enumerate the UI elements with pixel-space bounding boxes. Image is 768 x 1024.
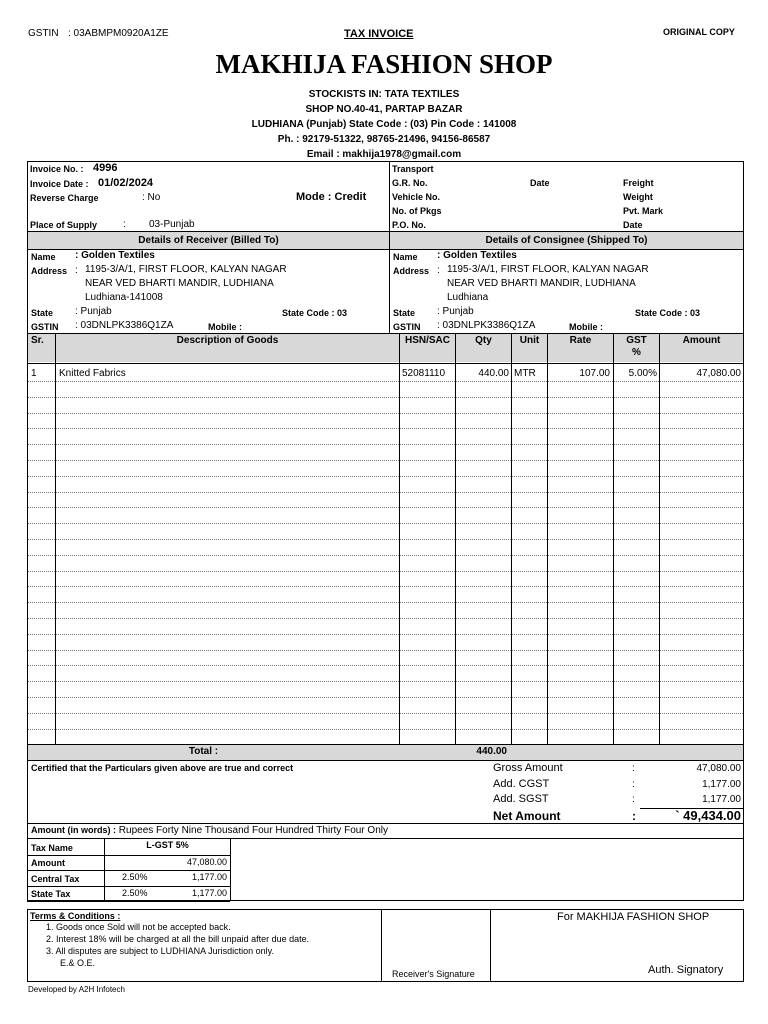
row-separator <box>28 523 743 524</box>
col-sr: Sr. <box>31 335 44 346</box>
net-amount-label: Net Amount <box>493 809 561 823</box>
central-tax-rate: 2.50% <box>122 872 148 882</box>
state-tax-value: 1,177.00 <box>191 888 227 898</box>
shop-line-3: LUDHIANA (Punjab) State Code : (03) Pin Code : 141008 <box>251 119 517 130</box>
row-1-qty: 440.00 <box>478 368 509 379</box>
receiver-name-label: Name <box>31 252 56 262</box>
row-separator <box>28 428 743 429</box>
row-separator <box>28 618 743 619</box>
term-3: 3. All disputes are subject to LUDHIANA Jurisdiction only. <box>46 946 274 956</box>
row-1-desc: Knitted Fabrics <box>59 368 126 379</box>
consignee-addr-2: NEAR VED BHARTI MANDIR, LUDHIANA <box>447 278 636 289</box>
receiver-address-colon: : <box>75 265 78 276</box>
vehicle-no-label: Vehicle No. <box>392 192 441 202</box>
reverse-charge-value: : No <box>142 192 161 203</box>
row-separator <box>28 381 743 382</box>
tax-name-label: Tax Name <box>31 843 73 853</box>
invoice-date-value: 01/02/2024 <box>98 177 154 189</box>
mode-label: Mode : Credit <box>296 191 367 203</box>
col-amount: Amount <box>682 335 721 346</box>
net-amount-value: ` 49,434.00 <box>675 808 741 823</box>
central-tax-label: Central Tax <box>31 874 80 884</box>
row-separator <box>28 571 743 572</box>
receiver-heading: Details of Receiver (Billed To) <box>138 235 279 246</box>
pvt-mark-label: Pvt. Mark <box>623 206 664 216</box>
central-tax-value: 1,177.00 <box>191 872 227 882</box>
receiver-state-value: : Punjab <box>75 306 112 317</box>
gr-date-label: Date <box>530 178 550 188</box>
consignee-name-label: Name <box>393 252 418 262</box>
consignee-address-colon: : <box>437 265 440 276</box>
receiver-addr-1: 1195-3/A/1, FIRST FLOOR, KALYAN NAGAR <box>85 264 287 275</box>
net-amount-colon: : <box>632 809 636 823</box>
col-gst: GST % <box>626 335 647 358</box>
cgst-colon: : <box>632 779 635 790</box>
shop-line-4: Ph. : 92179-51322, 98765-21496, 94156-86587 <box>277 134 491 145</box>
gross-colon: : <box>632 763 635 774</box>
gr-no-label: G.R. No. <box>392 178 428 188</box>
amount-words-line <box>31 825 388 836</box>
po-no-label: P.O. No. <box>392 220 426 230</box>
row-separator <box>28 444 743 445</box>
consignee-state-code: State Code : 03 <box>635 308 701 318</box>
gross-value: 47,080.00 <box>696 763 741 774</box>
row-1-rate: 107.00 <box>579 368 610 379</box>
row-1-gst: 5.00% <box>628 368 657 379</box>
row-separator <box>28 602 743 603</box>
consignee-state-value: : Punjab <box>437 306 474 317</box>
consignee-addr-3: Ludhiana <box>447 292 489 303</box>
invoice-no-value: 4996 <box>93 162 118 174</box>
invoice-no-label: Invoice No. : <box>30 164 84 174</box>
po-date-label: Date <box>623 220 643 230</box>
tax-amount-value: 47,080.00 <box>186 857 227 867</box>
sgst-value: 1,177.00 <box>702 794 741 805</box>
receiver-signature: Receiver's Signature <box>392 969 475 979</box>
tax-amount-label: Amount <box>31 858 65 868</box>
receiver-addr-3: Ludhiana-141008 <box>85 292 163 303</box>
row-separator <box>28 539 743 540</box>
row-separator <box>28 697 743 698</box>
place-supply-value: 03-Punjab <box>149 219 195 230</box>
consignee-mobile-label: Mobile : <box>569 322 603 332</box>
consignee-heading: Details of Consignee (Shipped To) <box>485 235 648 246</box>
receiver-state-label: State <box>31 308 54 318</box>
place-supply-label: Place of Supply <box>30 220 98 230</box>
consignee-name-value: : Golden Textiles <box>437 250 517 261</box>
receiver-gstin-label: GSTIN <box>31 322 59 332</box>
cgst-label: Add. CGST <box>493 778 550 790</box>
state-tax-rate: 2.50% <box>122 888 148 898</box>
copy-label: ORIGINAL COPY <box>663 27 735 37</box>
row-separator <box>28 634 743 635</box>
consignee-address-label: Address <box>393 266 430 276</box>
tax-name-value: L-GST 5% <box>146 840 189 850</box>
term-2: 2. Interest 18% will be charged at all the bill unpaid after due date. <box>46 934 310 944</box>
gstin-label: GSTIN <box>28 28 59 39</box>
for-shop: For MAKHIJA FASHION SHOP <box>557 911 710 923</box>
doc-title: TAX INVOICE <box>344 28 414 40</box>
row-1-hsn: 52081110 <box>402 368 446 379</box>
developed-by: Developed by A2H Infotech <box>28 985 125 994</box>
row-1-amount: 47,080.00 <box>696 368 741 379</box>
shop-line-1: STOCKISTS IN: TATA TEXTILES <box>308 89 460 100</box>
certified-text: Certified that the Particulars given above are true and correct <box>31 763 294 773</box>
terms-heading: Terms & Conditions : <box>30 911 121 921</box>
auth-signatory: Auth. Signatory <box>648 964 724 976</box>
row-separator <box>28 681 743 682</box>
transport-label: Transport <box>392 164 434 174</box>
consignee-addr-1: 1195-3/A/1, FIRST FLOOR, KALYAN NAGAR <box>447 264 649 275</box>
consignee-gstin-value: : 03DNLPK3386Q1ZA <box>437 320 536 331</box>
row-separator <box>28 713 743 714</box>
col-description: Description of Goods <box>176 335 279 346</box>
receiver-mobile-label: Mobile : <box>208 322 242 332</box>
gstin-value: : 03ABMPM0920A1ZE <box>68 28 169 39</box>
receiver-addr-2: NEAR VED BHARTI MANDIR, LUDHIANA <box>85 278 274 289</box>
col-hsn: HSN/SAC <box>404 335 450 346</box>
row-separator <box>28 729 743 730</box>
row-separator <box>28 476 743 477</box>
gross-label: Gross Amount <box>493 762 563 774</box>
col-rate: Rate <box>569 335 592 346</box>
col-unit: Unit <box>519 335 540 346</box>
shop-email: Email : makhija1978@gmail.com <box>306 149 462 160</box>
total-qty: 440.00 <box>476 746 507 757</box>
row-separator <box>28 413 743 414</box>
row-1-sr: 1 <box>31 368 37 379</box>
amount-words-value: Rupees Forty Nine Thousand Four Hundred Thirty Four Only <box>118 825 388 836</box>
row-separator <box>28 507 743 508</box>
row-separator <box>28 397 743 398</box>
shop-line-2: SHOP NO.40-41, PARTAP BAZAR <box>305 104 463 115</box>
row-separator <box>28 665 743 666</box>
pkgs-label: No. of Pkgs <box>392 206 442 216</box>
cgst-value: 1,177.00 <box>702 779 741 790</box>
row-1-unit: MTR <box>514 368 536 379</box>
sgst-colon: : <box>632 794 635 805</box>
term-eoe: E.& O.E. <box>60 958 96 968</box>
state-tax-label: State Tax <box>31 889 71 899</box>
consignee-state-label: State <box>393 308 416 318</box>
amount-words-label: Amount (in words) : <box>31 825 116 835</box>
row-separator <box>28 650 743 651</box>
shop-name: MAKHIJA FASHION SHOP <box>215 49 553 79</box>
col-qty: Qty <box>475 335 492 346</box>
row-separator <box>28 555 743 556</box>
receiver-gstin-value: : 03DNLPK3386Q1ZA <box>75 320 174 331</box>
freight-label: Freight <box>623 178 654 188</box>
row-separator <box>28 586 743 587</box>
row-separator <box>28 460 743 461</box>
weight-label: Weight <box>623 192 653 202</box>
sgst-label: Add. SGST <box>493 793 549 805</box>
consignee-gstin-label: GSTIN <box>393 322 421 332</box>
place-supply-colon: : <box>123 219 126 230</box>
total-label: Total : <box>188 746 219 757</box>
reverse-charge-label: Reverse Charge <box>30 193 99 203</box>
invoice-date-label: Invoice Date : <box>30 179 89 189</box>
receiver-state-code: State Code : 03 <box>282 308 348 318</box>
receiver-address-label: Address <box>31 266 68 276</box>
receiver-name-value: : Golden Textiles <box>75 250 155 261</box>
row-separator <box>28 492 743 493</box>
term-1: 1. Goods once Sold will not be accepted back. <box>46 922 231 932</box>
